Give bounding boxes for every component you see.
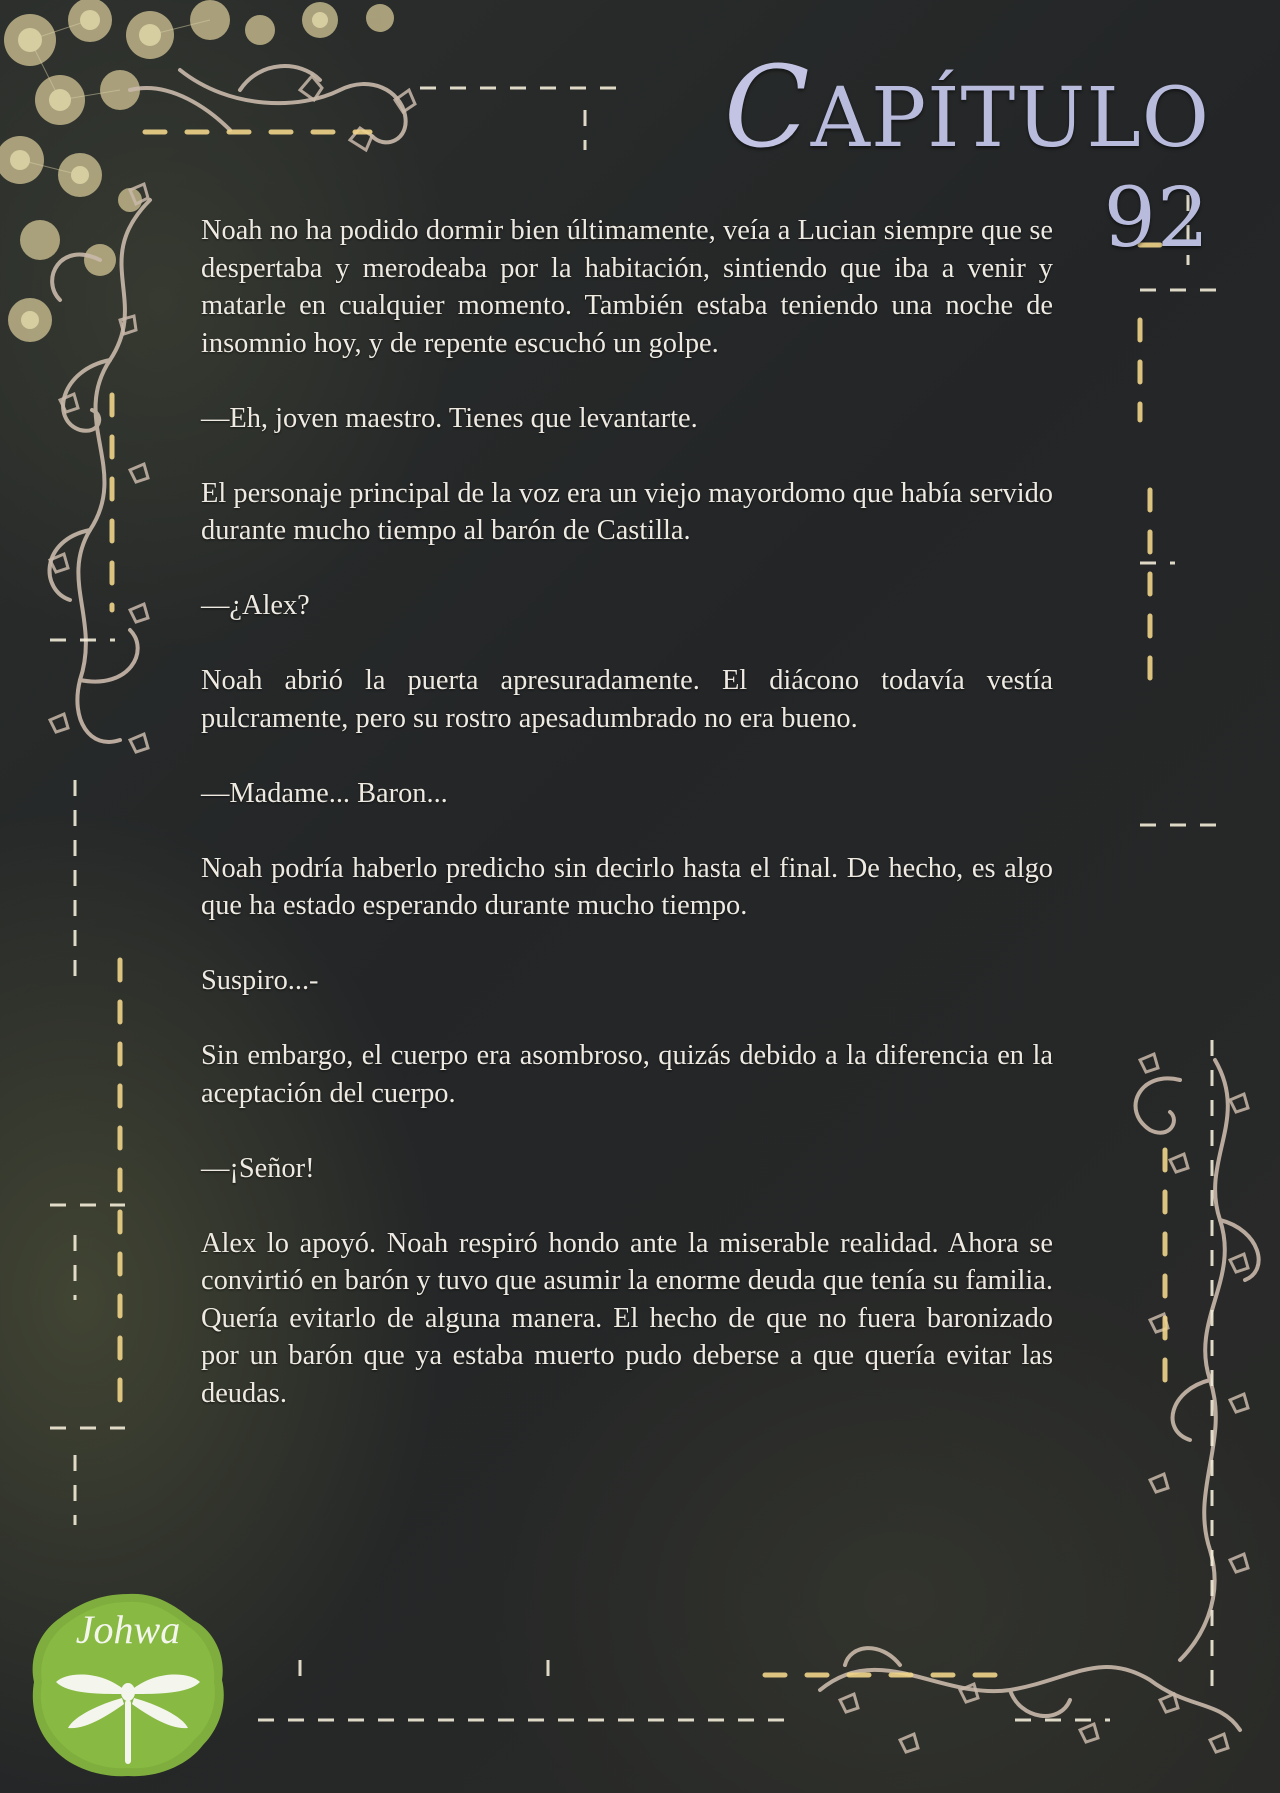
paragraph: —Madame... Baron... — [201, 777, 448, 809]
paragraph: Noah podría haberlo predicho sin decirlo hasta el final. De hecho, es algo que ha estado esperando durante mucho tiempo. — [201, 852, 1053, 921]
paragraph: —¡Señor! — [201, 1152, 315, 1184]
chapter-title — [690, 43, 1210, 266]
chapter-title-initial: C — [724, 43, 811, 173]
paragraph: El personaje principal de la voz era un viejo mayordomo que había servido durante mucho tiempo al barón de Castilla. — [201, 477, 1053, 546]
paragraph: —Eh, joven maestro. Tienes que levantarte. — [201, 402, 698, 434]
logo-text: Johwa — [75, 1607, 181, 1652]
chapter-title-rest: APÍTULO 92 — [810, 71, 1210, 266]
paragraph: Sin embargo, el cuerpo era asombroso, quizás debido a la diferencia en la aceptación del cuerpo. — [201, 1040, 1053, 1109]
paragraph: Alex lo apoyó. Noah respiró hondo ante la miserable realidad. Ahora se convirtió en barón y tuvo que asumir la enorme deuda que tenía su familia. Quería evitarlo de alguna manera. El hecho de que no fuera baronizado por un barón que ya estaba muerto pudo deberse a que quería evitar las deudas. — [201, 1227, 1053, 1409]
paragraph: Suspiro...- — [201, 965, 319, 996]
chapter-body — [201, 212, 1053, 1450]
paragraph: Noah abrió la puerta apresuradamente. El diácono todavía vestía pulcramente, pero su rostro apesadumbrado no era bueno. — [201, 665, 1053, 734]
paragraph: —¿Alex? — [201, 590, 310, 621]
paragraph: Noah no ha podido dormir bien últimamente, veía a Lucian siempre que se despertaba y merodeaba por la habitación, sintiendo que iba a venir y matarle en cualquier momento. También estaba teniendo una noche de insomnio hoy, y de repente escuchó un golpe. — [201, 215, 1053, 359]
